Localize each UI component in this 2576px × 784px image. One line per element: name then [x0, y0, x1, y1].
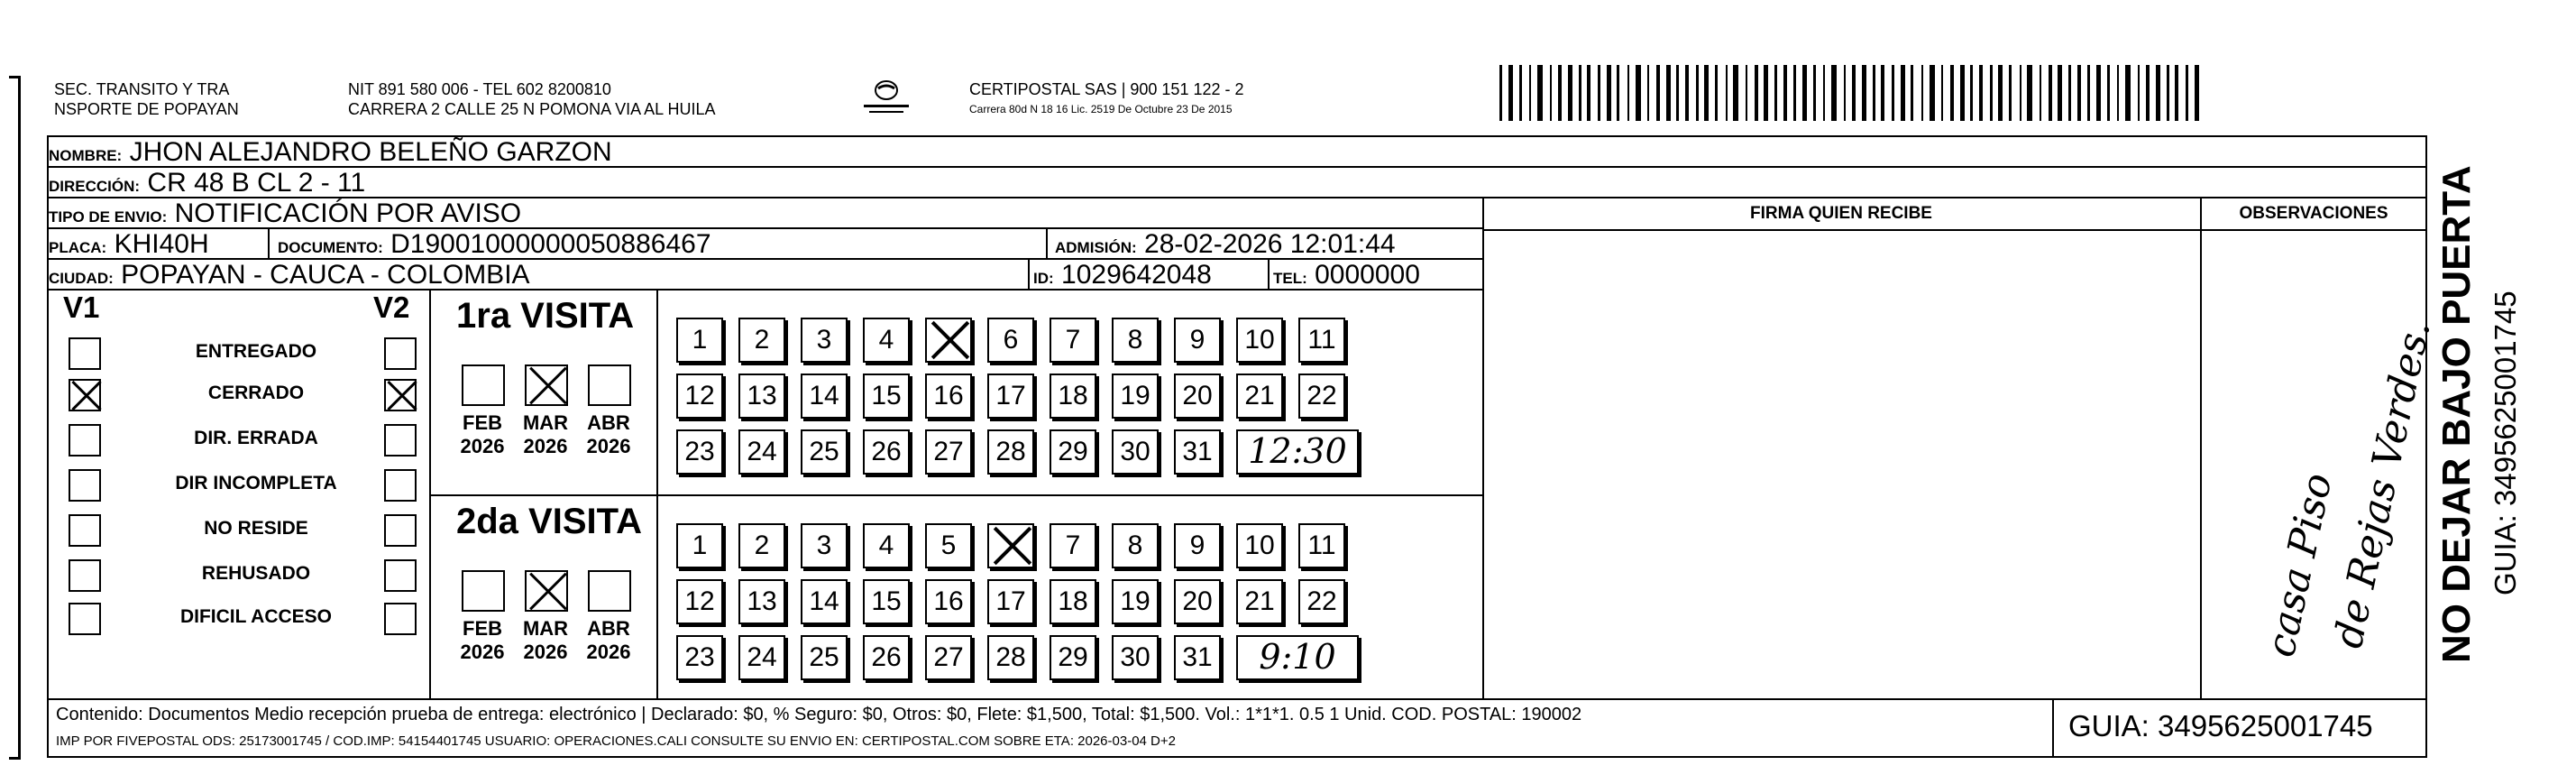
barcode-bar — [1733, 65, 1738, 121]
barcode-bar — [1823, 65, 1825, 121]
barcode-bar — [1970, 65, 1973, 121]
day-box[interactable]: 12 — [676, 374, 723, 419]
day-box[interactable]: 22 — [1298, 374, 1345, 419]
nit-line: NIT 891 580 006 - TEL 602 8200810 — [348, 80, 611, 98]
sender-address-block — [348, 79, 716, 119]
barcode-bar — [1921, 65, 1923, 121]
barcode-bar — [1726, 65, 1728, 121]
divider — [429, 494, 1482, 496]
tipo-value: NOTIFICACIÓN POR AVISO — [174, 198, 522, 228]
day-box[interactable]: 10 — [1236, 318, 1283, 363]
day-box[interactable]: 28 — [987, 635, 1034, 680]
barcode-bar — [1911, 65, 1913, 121]
ciudad-value: POPAYAN - CAUCA - COLOMBIA — [121, 260, 530, 289]
day-box[interactable]: 7 — [1050, 318, 1096, 363]
direccion-label: DIRECCIÓN: — [49, 178, 141, 195]
side-guia: GUIA: 3495625001745 — [2489, 291, 2522, 595]
day-box[interactable]: 6 — [987, 318, 1034, 363]
courier-line-2: Carrera 80d N 18 16 Lic. 2519 De Octubre 23 De 2015 — [969, 103, 1233, 115]
barcode-bar — [2096, 65, 2101, 121]
barcode-bar — [1696, 65, 1699, 121]
v2-header: V2 — [373, 291, 410, 324]
status-label: NO RESIDE — [204, 518, 308, 539]
barcode-bar — [2107, 65, 2110, 121]
barcode-bar — [1558, 65, 1562, 121]
day-box[interactable]: 8 — [1112, 523, 1159, 568]
barcode-bar — [1755, 65, 1758, 121]
barcode-bar — [1746, 65, 1747, 121]
barcode-bar — [2049, 65, 2052, 121]
month-checkbox[interactable] — [525, 364, 568, 406]
barcode-bar — [2068, 65, 2071, 121]
barcode-bar — [1831, 65, 1837, 121]
id-cell — [1033, 260, 1304, 289]
v1-checkbox[interactable] — [69, 559, 101, 592]
barcode-bar — [2156, 65, 2160, 121]
day-box[interactable]: 19 — [1112, 579, 1159, 624]
day-box[interactable]: 20 — [1174, 374, 1221, 419]
day-box[interactable]: 27 — [925, 429, 972, 475]
day-box[interactable]: 28 — [987, 429, 1034, 475]
divider — [49, 289, 1482, 291]
barcode-bar — [2125, 65, 2131, 121]
v2-checkbox[interactable] — [384, 469, 417, 502]
barcode-bar — [2146, 65, 2150, 121]
month-checkbox[interactable] — [588, 364, 631, 406]
status-label: CERRADO — [207, 383, 305, 403]
id-label: ID: — [1033, 270, 1054, 287]
day-box[interactable]: 19 — [1112, 374, 1159, 419]
v1-checkbox[interactable] — [69, 379, 101, 411]
day-box[interactable]: 20 — [1174, 579, 1221, 624]
barcode-bar — [1881, 65, 1884, 121]
barcode-bar — [2058, 65, 2062, 121]
ciudad-cell — [49, 260, 1022, 289]
day-box[interactable]: 23 — [676, 635, 723, 680]
day-box[interactable]: 3 — [801, 523, 848, 568]
barcode-bar — [1862, 65, 1866, 121]
day-box[interactable]: 8 — [1112, 318, 1159, 363]
barcode-bar — [1537, 65, 1543, 121]
footer-content-line: Contenido: Documentos Medio recepción prueba de entrega: electrónico | Declarado: $0, % Seguro: $0, Otros: $0, Flete: $1,500, Total: $1,500. Vol.: 1*1*1. 0.5 1 Unid. COD. POSTAL: 190002 — [56, 705, 1582, 724]
day-box[interactable]: 16 — [925, 374, 972, 419]
month-year: 2026 — [523, 641, 568, 663]
barcode-bar — [2175, 65, 2178, 121]
month-year: 2026 — [523, 435, 568, 457]
day-box[interactable]: 15 — [863, 374, 910, 419]
barcode-bar — [2186, 65, 2188, 121]
direccion-value: CR 48 B CL 2 - 11 — [147, 168, 366, 198]
barcode-bar — [1568, 65, 1572, 121]
barcode-bar — [1901, 65, 1905, 121]
placa-label: PLACA: — [49, 239, 107, 256]
barcode-bar — [1529, 65, 1531, 121]
day-box[interactable]: 15 — [863, 579, 910, 624]
status-label: DIR INCOMPLETA — [175, 473, 337, 493]
month-label — [514, 617, 577, 664]
barcode-bar — [1774, 65, 1777, 121]
barcode-bar — [1607, 65, 1611, 121]
barcode-bar — [1587, 65, 1591, 121]
barcode-bar — [1627, 65, 1629, 121]
month-name: MAR — [522, 617, 569, 640]
barcode-bar — [1617, 65, 1619, 121]
nombre-row — [49, 137, 2425, 168]
barcode-bar — [1941, 65, 1943, 121]
barcode-bar — [1873, 65, 1875, 121]
divider — [49, 698, 2425, 700]
footer-print-line: IMP POR FIVEPOSTAL ODS: 25173001745 / COD.IMP: 54154401745 USUARIO: OPERACIONES.CALI CONSULTE SU ENVIO EN: CERTIPOSTAL.COM SOBRE ETA: 2026-03-04 D+2 — [56, 733, 1176, 749]
delivery-form — [47, 135, 2440, 758]
tel-cell — [1273, 260, 1481, 289]
divider — [429, 289, 431, 698]
month-name: ABR — [587, 411, 630, 434]
month-label — [451, 617, 514, 664]
v2-checkbox[interactable] — [384, 424, 417, 457]
day-box[interactable]: 31 — [1174, 635, 1221, 680]
month-year: 2026 — [586, 435, 631, 457]
sender-line-1: SEC. TRANSITO Y TRA — [54, 80, 230, 98]
barcode-bar — [1636, 65, 1641, 121]
admision-value: 28-02-2026 12:01:44 — [1144, 229, 1396, 258]
firma-header: FIRMA QUIEN RECIBE — [1750, 204, 1932, 223]
placa-value: KHI40H — [114, 229, 209, 258]
footer-guia: GUIA: 3495625001745 — [2068, 709, 2373, 742]
month-checkbox[interactable] — [588, 570, 631, 612]
divider — [1482, 229, 2425, 231]
day-box[interactable]: 25 — [801, 429, 848, 475]
observation-handwritten-1: casa Piso — [2258, 469, 2342, 661]
barcode-bar — [1998, 65, 2003, 121]
status-label: DIR. ERRADA — [194, 428, 318, 448]
day-box[interactable]: 9 — [1174, 523, 1221, 568]
barcode-bar — [1508, 65, 1513, 121]
day-box[interactable]: 1 — [676, 523, 723, 568]
day-box[interactable]: 7 — [1050, 523, 1096, 568]
barcode-bar — [1598, 65, 1600, 121]
barcode-bar — [1715, 65, 1718, 121]
day-box[interactable]: 24 — [738, 635, 785, 680]
month-name: FEB — [463, 411, 502, 434]
barcode-bar — [2138, 65, 2140, 121]
v1-checkbox[interactable] — [69, 603, 101, 635]
tel-value: 0000000 — [1315, 260, 1420, 289]
visit-time: 12:30 — [1236, 429, 1359, 475]
v1-checkbox[interactable] — [69, 337, 101, 370]
barcode-bar — [1647, 65, 1649, 121]
left-bracket — [9, 76, 21, 760]
day-box[interactable]: 29 — [1050, 635, 1096, 680]
day-box[interactable] — [925, 318, 972, 363]
direccion-row — [49, 168, 2425, 198]
day-box[interactable]: 21 — [1236, 374, 1283, 419]
month-label — [514, 411, 577, 458]
barcode-bar — [1676, 65, 1679, 121]
divider — [1268, 260, 1270, 291]
ciudad-label: CIUDAD: — [49, 270, 114, 287]
v2-checkbox[interactable] — [384, 559, 417, 592]
day-box[interactable]: 31 — [1174, 429, 1221, 475]
divider — [2200, 198, 2202, 698]
status-label: ENTREGADO — [195, 341, 317, 362]
barcode-bar — [1844, 65, 1846, 121]
barcode-bar — [2040, 65, 2041, 121]
month-checkbox[interactable] — [525, 570, 568, 612]
barcode-bar — [1519, 65, 1522, 121]
barcode-bar — [2087, 65, 2090, 121]
month-name: FEB — [463, 617, 502, 640]
day-box[interactable]: 10 — [1236, 523, 1283, 568]
address-line: CARRERA 2 CALLE 25 N POMONA VIA AL HUILA — [348, 100, 716, 118]
barcode-bar — [1930, 65, 1935, 121]
divider — [1046, 229, 1048, 260]
month-checkbox[interactable] — [462, 364, 505, 406]
barcode-bar — [2009, 65, 2012, 121]
documento-cell — [278, 229, 1071, 258]
observation-handwritten-2: de Rejas Verdes. — [2325, 316, 2440, 652]
day-box[interactable]: 17 — [987, 579, 1034, 624]
barcode-bar — [1550, 65, 1552, 121]
tel-label: TEL: — [1273, 270, 1307, 287]
barcode-bar — [1979, 65, 1983, 121]
admision-label: ADMISIÓN: — [1055, 239, 1137, 256]
courier-block — [969, 79, 1244, 119]
day-box[interactable]: 26 — [863, 429, 910, 475]
month-label — [577, 411, 640, 458]
barcode-bar — [1764, 65, 1768, 121]
barcode-bar — [1802, 65, 1807, 121]
divider — [656, 289, 658, 698]
v2-checkbox[interactable] — [384, 379, 417, 411]
sender-line-2: NSPORTE DE POPAYAN — [54, 100, 239, 118]
barcode-bar — [1704, 65, 1709, 121]
day-box[interactable]: 29 — [1050, 429, 1096, 475]
v1-checkbox[interactable] — [69, 469, 101, 502]
day-box[interactable]: 11 — [1298, 523, 1345, 568]
day-box[interactable]: 5 — [925, 523, 972, 568]
day-box[interactable]: 21 — [1236, 579, 1283, 624]
barcode-bar — [1499, 65, 1502, 121]
sender-block — [54, 79, 239, 119]
visit-title: 2da VISITA — [456, 502, 642, 541]
barcode-bar — [1783, 65, 1787, 121]
nombre-value: JHON ALEJANDRO BELEÑO GARZON — [129, 137, 612, 167]
v2-checkbox[interactable] — [384, 337, 417, 370]
certipostal-logo — [858, 72, 914, 117]
barcode-bar — [2020, 65, 2021, 121]
month-year: 2026 — [586, 641, 631, 663]
barcode-bar — [1990, 65, 1993, 121]
nombre-label: NOMBRE: — [49, 147, 123, 164]
day-box[interactable]: 25 — [801, 635, 848, 680]
month-checkbox[interactable] — [462, 570, 505, 612]
day-box[interactable]: 17 — [987, 374, 1034, 419]
tipo-label: TIPO DE ENVIO: — [49, 208, 168, 226]
month-year: 2026 — [460, 641, 505, 663]
barcode-bar — [1813, 65, 1816, 121]
barcode-bar — [2195, 65, 2199, 121]
barcode-bar — [1793, 65, 1796, 121]
barcode-bar — [1656, 65, 1660, 121]
day-box[interactable]: 18 — [1050, 374, 1096, 419]
day-box[interactable]: 14 — [801, 579, 848, 624]
barcode-bar — [2027, 65, 2032, 121]
day-box[interactable]: 30 — [1112, 635, 1159, 680]
side-warning: NO DEJAR BAJO PUERTA — [2434, 165, 2479, 663]
documento-label: DOCUMENTO: — [278, 239, 383, 256]
barcode-bar — [1892, 65, 1894, 121]
divider — [1482, 198, 1484, 698]
day-box[interactable]: 22 — [1298, 579, 1345, 624]
day-box[interactable]: 12 — [676, 579, 723, 624]
barcode-bar — [1950, 65, 1954, 121]
day-box[interactable]: 14 — [801, 374, 848, 419]
admision-cell — [1055, 229, 1482, 258]
day-box[interactable]: 2 — [738, 523, 785, 568]
barcode-bar — [1579, 65, 1581, 121]
v1-checkbox[interactable] — [69, 424, 101, 457]
barcode-bar — [1685, 65, 1689, 121]
day-box[interactable]: 2 — [738, 318, 785, 363]
day-box[interactable]: 24 — [738, 429, 785, 475]
barcode-bar — [1666, 65, 1671, 121]
courier-line-1: CERTIPOSTAL SAS | 900 151 122 - 2 — [969, 80, 1244, 98]
day-box[interactable]: 13 — [738, 579, 785, 624]
month-label — [577, 617, 640, 664]
observaciones-header: OBSERVACIONES — [2239, 204, 2388, 223]
barcode-bar — [2077, 65, 2081, 121]
day-box[interactable]: 11 — [1298, 318, 1345, 363]
visit-title: 1ra VISITA — [456, 296, 635, 336]
status-label: REHUSADO — [201, 563, 311, 584]
day-box[interactable]: 13 — [738, 374, 785, 419]
month-label — [451, 411, 514, 458]
id-value: 1029642048 — [1061, 260, 1212, 289]
day-box[interactable]: 23 — [676, 429, 723, 475]
month-name: ABR — [587, 617, 630, 640]
visit-time: 9:10 — [1236, 635, 1359, 680]
month-year: 2026 — [460, 435, 505, 457]
day-box[interactable]: 4 — [863, 523, 910, 568]
day-box[interactable]: 16 — [925, 579, 972, 624]
v2-checkbox[interactable] — [384, 603, 417, 635]
day-box[interactable]: 18 — [1050, 579, 1096, 624]
divider — [2052, 698, 2054, 758]
barcode-bar — [1960, 65, 1965, 121]
day-box[interactable]: 1 — [676, 318, 723, 363]
placa-cell — [49, 229, 265, 258]
barcode — [1499, 65, 2212, 121]
barcode-bar — [2117, 65, 2119, 121]
divider — [1028, 260, 1030, 291]
status-label: DIFICIL ACCESO — [179, 606, 332, 627]
day-box[interactable]: 9 — [1174, 318, 1221, 363]
documento-value: D19001000000050886467 — [390, 229, 711, 258]
barcode-bar — [2167, 65, 2169, 121]
day-box[interactable]: 30 — [1112, 429, 1159, 475]
day-box[interactable]: 3 — [801, 318, 848, 363]
month-name: MAR — [522, 411, 569, 434]
barcode-bar — [1852, 65, 1856, 121]
day-box[interactable]: 4 — [863, 318, 910, 363]
v2-checkbox[interactable] — [384, 514, 417, 547]
tipo-envio-row — [49, 198, 1482, 229]
divider — [268, 229, 270, 260]
day-box[interactable] — [987, 523, 1034, 568]
day-box[interactable]: 27 — [925, 635, 972, 680]
v1-header: V1 — [63, 291, 100, 324]
v1-checkbox[interactable] — [69, 514, 101, 547]
day-box[interactable]: 26 — [863, 635, 910, 680]
